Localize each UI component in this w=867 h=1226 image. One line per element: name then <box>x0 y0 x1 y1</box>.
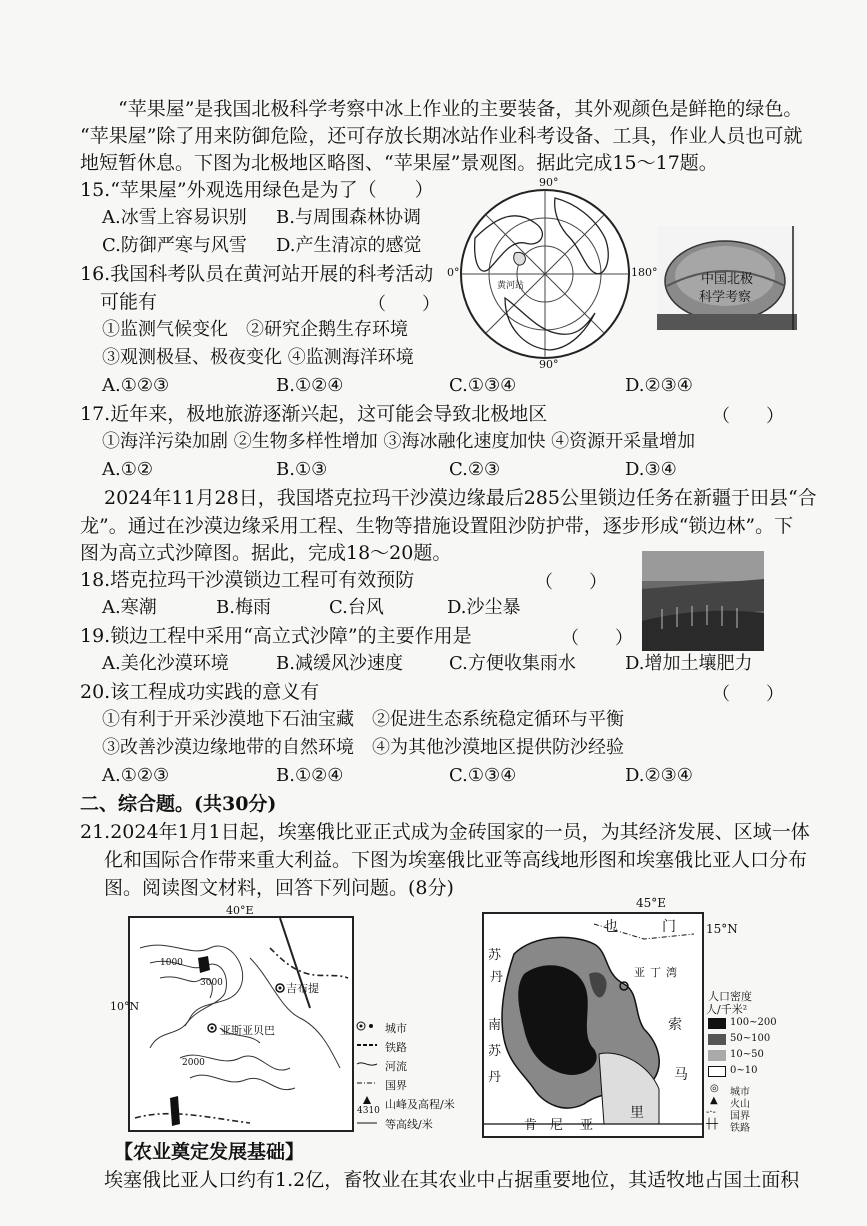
map2-gulf-3: 湾 <box>666 966 677 979</box>
q20-answer-paren[interactable]: （ ） <box>712 684 784 705</box>
map2-kenya-1: 肯 <box>524 1118 538 1133</box>
q20-option-c[interactable]: C.①③④ <box>449 765 517 786</box>
map2-yemen-2: 门 <box>662 919 676 935</box>
legend2-volcano: 火山 <box>730 1099 750 1110</box>
map1-city-djibouti: 吉布提 <box>286 982 319 995</box>
q20-option-d[interactable]: D.②③④ <box>625 765 693 786</box>
intro2-line1: 2024年11月28日，我国塔克拉玛干沙漠边缘最后285公里锁边任务在新疆于田县“合 <box>104 487 817 509</box>
arctic-label-right: 180° <box>631 266 658 279</box>
arctic-label-top: 90° <box>539 176 559 189</box>
legend2-swatch-1 <box>708 1018 726 1029</box>
q18-stem: 18.塔克拉玛干沙漠锁边工程可有效预防 <box>80 569 415 591</box>
q19-stem: 19.锁边工程中采用“高立式沙障”的主要作用是 <box>80 625 472 647</box>
intro2-line2: 龙”。通过在沙漠边缘采用工程、生物等措施设置阻沙防护带，逐步形成“锁边林”。下 <box>80 515 794 537</box>
map2-sudan-1: 苏 <box>488 948 502 963</box>
q17-statements: ①海洋污染加剧 ②生物多样性增加 ③海冰融化速度加快 ④资源开采量增加 <box>102 431 696 452</box>
q17-stem: 17.近年来，极地旅游逐渐兴起，这可能会导致北极地区 <box>80 403 548 425</box>
legend2-range-4: 0~10 <box>730 1065 758 1076</box>
legend1-peak: 山峰及高程/米 <box>385 1098 455 1111</box>
q20-option-a[interactable]: A.①②③ <box>102 765 170 786</box>
map2-lon-label: 45°E <box>636 896 667 910</box>
intro2-line3: 图为高立式沙障图。据此，完成18～20题。 <box>80 542 452 564</box>
q19-option-c[interactable]: C.方便收集雨水 <box>449 653 576 674</box>
q17-option-c[interactable]: C.②③ <box>449 459 501 480</box>
q15-option-c[interactable]: C.防御严寒与风雪 <box>102 235 247 256</box>
legend2-railway-icon: ┼┼ <box>706 1119 719 1130</box>
map1-legend <box>355 1020 455 1131</box>
apple-house-text1: 中国北极 <box>701 272 754 287</box>
map2-lat-label: 15°N <box>706 922 738 936</box>
agriculture-subheading: 【农业奠定发展基础】 <box>114 1141 305 1163</box>
legend2-title: 人口密度 <box>708 990 752 1003</box>
ethiopia-contour-map <box>110 904 354 1132</box>
legend2-swatch-3 <box>708 1050 726 1061</box>
apple-house-photo <box>657 226 797 330</box>
q17-answer-paren[interactable]: （ ） <box>712 406 784 427</box>
map1-contour-2000: 2000 <box>182 1058 205 1068</box>
q17-option-b[interactable]: B.①③ <box>276 459 328 480</box>
q16-stem-line1: 16.我国科考队员在黄河站开展的科考活动 <box>80 263 434 285</box>
q20-statements-1: ①有利于开采沙漠地下石油宝藏 ②促进生态系统稳定循环与平衡 <box>102 709 624 730</box>
arctic-label-left: 0° <box>447 266 460 279</box>
legend1-river: 河流 <box>385 1060 407 1073</box>
q15-option-a[interactable]: A.冰雪上容易识别 <box>102 207 247 228</box>
q21-line2: 化和国际合作带来重大利益。下图为埃塞俄比亚等高线地形图和埃塞俄比亚人口分布 <box>104 849 808 871</box>
q15-option-b[interactable]: B.与周围森林协调 <box>276 207 421 228</box>
sand-barrier-photo <box>642 551 764 651</box>
q21-line3: 图。阅读图文材料，回答下列问题。(8分) <box>104 877 454 899</box>
q18-option-a[interactable]: A.寒潮 <box>102 597 157 618</box>
arctic-label-bottom: 90° <box>539 358 559 371</box>
arctic-map <box>445 176 658 371</box>
arctic-station-label: 黄河站 <box>497 281 525 291</box>
agriculture-paragraph: 埃塞俄比亚人口约有1.2亿，畜牧业在其农业中占据重要地位，其适牧地占国土面积 <box>104 1169 800 1191</box>
map2-somalia-1: 索 <box>668 1017 682 1033</box>
q17-option-a[interactable]: A.①② <box>102 459 153 480</box>
map2-legend <box>702 988 782 1134</box>
legend2-volcano-icon: ▲ <box>710 1095 718 1106</box>
map1-lon-label: 40°E <box>226 904 254 917</box>
q16-option-a[interactable]: A.①②③ <box>102 375 170 396</box>
map2-yemen-1: 也 <box>604 919 618 935</box>
legend2-border: 国界 <box>730 1111 750 1122</box>
map1-lat-label: 10°N <box>110 1000 140 1013</box>
q16-statements-1: ①监测气候变化 ②研究企鹅生存环境 <box>102 319 408 340</box>
map2-somalia-3: 里 <box>630 1105 644 1121</box>
map1-contour-3000: 3000 <box>200 978 223 988</box>
legend1-railway: 铁路 <box>385 1041 407 1054</box>
q16-answer-paren[interactable]: （ ） <box>368 294 440 315</box>
q19-option-b[interactable]: B.减缓风沙速度 <box>276 653 403 674</box>
map2-ssudan-3: 丹 <box>488 1070 502 1085</box>
map2-ssudan-2: 苏 <box>488 1044 502 1059</box>
q18-option-d[interactable]: D.沙尘暴 <box>447 597 521 618</box>
q20-stem: 20.该工程成功实践的意义有 <box>80 681 320 703</box>
apple-house-text2: 科学考察 <box>699 290 752 305</box>
q19-option-d[interactable]: D.增加土壤肥力 <box>625 653 753 674</box>
legend2-border-icon: -·- <box>706 1107 716 1118</box>
legend2-railway: 铁路 <box>730 1123 750 1134</box>
legend2-city: 城市 <box>730 1087 750 1098</box>
intro1-line3: 地短暂休息。下图为北极地区略图、“苹果屋”景观图。据此完成15～17题。 <box>80 152 718 174</box>
q18-answer-paren[interactable]: （ ） <box>535 572 607 593</box>
q17-option-d[interactable]: D.③④ <box>625 459 677 480</box>
intro1-line2: “苹果屋”除了用来防御危险，还可存放长期冰站作业科考设备、工具，作业人员也可就 <box>80 125 803 147</box>
map2-ssudan-1: 南 <box>488 1018 502 1033</box>
q16-stem-line2: 可能有 <box>100 291 158 313</box>
legend2-swatch-4 <box>708 1066 726 1077</box>
map2-gulf-1: 亚 <box>634 966 645 979</box>
map2-gulf-2: 丁 <box>650 966 661 979</box>
map2-sudan-2: 丹 <box>490 970 504 985</box>
section2-heading: 二、综合题。(共30分) <box>80 793 277 815</box>
q16-option-b[interactable]: B.①②④ <box>276 375 344 396</box>
q15-option-d[interactable]: D.产生清凉的感觉 <box>276 235 422 256</box>
legend1-peak-value: 4310 <box>357 1106 380 1116</box>
q16-option-c[interactable]: C.①③④ <box>449 375 517 396</box>
legend2-range-3: 10~50 <box>730 1049 764 1060</box>
q18-option-c[interactable]: C.台风 <box>329 597 384 618</box>
q21-line1: 21.2024年1月1日起，埃塞俄比亚正式成为金砖国家的一员，为其经济发展、区域一体 <box>80 821 810 843</box>
map2-kenya-2: 尼 <box>550 1118 564 1133</box>
q16-statements-2: ③观测极昼、极夜变化 ④监测海洋环境 <box>102 347 414 368</box>
map2-kenya-3: 亚 <box>580 1118 594 1133</box>
intro1-line1: “苹果屋”是我国北极科学考察中冰上作业的主要装备，其外观颜色是鲜艳的绿色。 <box>118 98 803 120</box>
legend1-city: 城市 <box>385 1022 407 1035</box>
legend1-border: 国界 <box>385 1079 407 1092</box>
q19-option-a[interactable]: A.美化沙漠环境 <box>102 653 229 674</box>
q15-stem: 15.“苹果屋”外观选用绿色是为了（ ） <box>80 179 434 201</box>
legend2-swatch-2 <box>708 1034 726 1045</box>
q16-option-d[interactable]: D.②③④ <box>625 375 693 396</box>
legend2-unit: 人/千米² <box>706 1003 748 1016</box>
map2-somalia-2: 马 <box>674 1067 688 1083</box>
q20-statements-2: ③改善沙漠边缘地带的自然环境 ④为其他沙漠地区提供防沙经验 <box>102 737 624 758</box>
legend1-contour: 等高线/米 <box>385 1118 433 1131</box>
map1-contour-1000: 1000 <box>160 958 183 968</box>
map1-city-addis: 亚斯亚贝巴 <box>220 1024 275 1037</box>
legend2-range-2: 50~100 <box>730 1033 771 1044</box>
q20-option-b[interactable]: B.①②④ <box>276 765 344 786</box>
q18-option-b[interactable]: B.梅雨 <box>216 597 271 618</box>
legend2-city-icon: ◎ <box>710 1083 719 1094</box>
legend2-range-1: 100~200 <box>730 1017 777 1028</box>
q19-answer-paren[interactable]: （ ） <box>561 628 633 649</box>
